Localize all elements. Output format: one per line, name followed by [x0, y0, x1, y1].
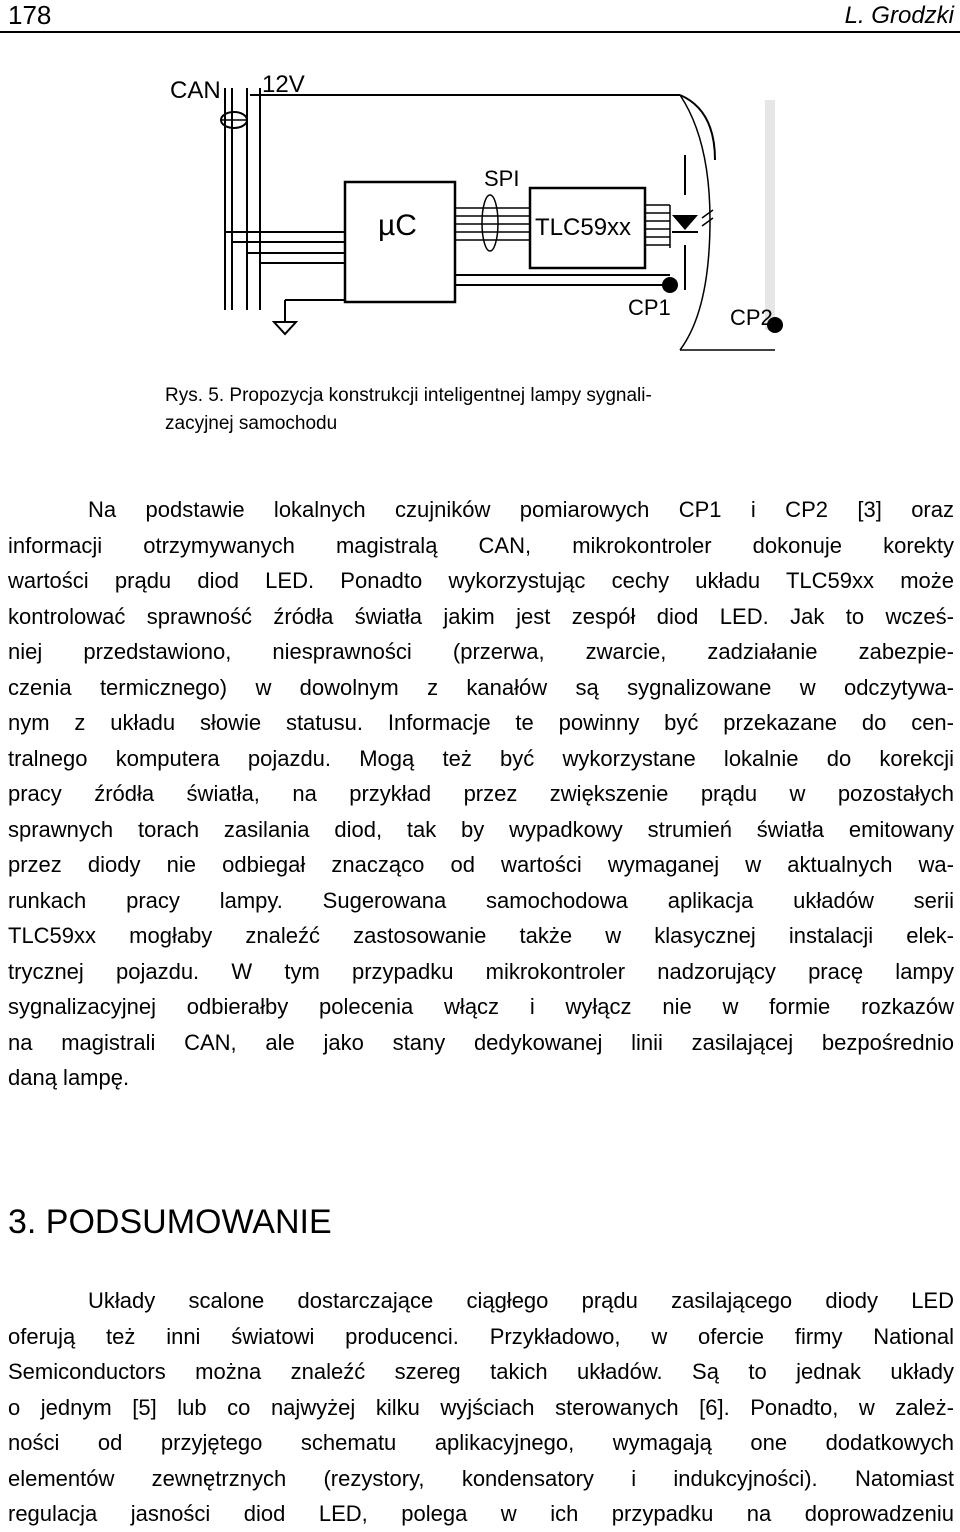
text-line: wartości prądu diod LED. Ponadto wykorzystując cechy układu TLC59xx może	[8, 568, 954, 593]
led-channel-lines	[645, 205, 670, 245]
text-line: sprawnych torach zasilania diod, tak by wypadkowy strumień światła emitowany	[8, 816, 954, 842]
text-line: na magistrali CAN, ale jako stany dedykowanej linii zasilającej bezpośrednio	[8, 1029, 954, 1055]
body-paragraph-2	[8, 1283, 954, 1532]
microcontroller-box	[345, 182, 455, 302]
text-line: czenia termicznego) w dowolnym z kanałów są sygnalizowane w odczytywa-	[8, 674, 954, 700]
can-label: CAN	[170, 77, 221, 104]
text-line: TLC59xx mogłaby znaleźć zastosowanie także w klasycznej instalacji elek-	[8, 923, 954, 948]
text-line: regulacja jasności diod LED, polega w ich przypadku na doprowadzeniu	[8, 1501, 954, 1526]
text-line: Semiconductors można znaleźć szereg takich układów. Są to jednak układy	[8, 1359, 954, 1384]
text-line: tralnego komputera pojazdu. Mogą też być wykorzystane lokalnie do korekcji	[8, 745, 954, 771]
microcontroller-label: µC	[378, 209, 417, 242]
cp2-label: CP2	[730, 305, 773, 330]
caption-label: Rys. 5.	[165, 385, 225, 406]
text-line: ności od przyjętego schematu aplikacyjnego, wymagają one dodatkowych	[8, 1430, 954, 1455]
text-line: pracy źródła światła, na przykład przez zwiększenie prądu w pozostałych	[8, 781, 954, 806]
spi-label: SPI	[484, 166, 520, 191]
spi-bus	[455, 208, 530, 240]
caption-line-2: zacyjnej samochodu	[165, 413, 338, 434]
text-line: o jednym [5] lub co najwyżej kilku wyjściach sterowanych [6]. Ponadto, w zależ-	[8, 1394, 954, 1420]
text-line: informacji otrzymywanych magistralą CAN, mikrokontroler dokonuje korekty	[8, 532, 954, 558]
text-line: kontrolować sprawność źródła światła jakim jest zespół diod LED. Jak to wcześ-	[8, 603, 954, 629]
text-line: Na podstawie lokalnych czujników pomiarowych CP1 i CP2 [3] oraz	[88, 497, 954, 522]
tlc59xx-label: TLC59xx	[535, 214, 632, 241]
spi-bundle-marker	[482, 195, 498, 251]
text-line: Układy scalone dostarczające ciągłego prądu zasilającego diody LED	[88, 1288, 954, 1313]
text-line: sygnalizacyjnej odbierałby polecenia włącz i wyłącz nie w formie rozkazów	[8, 994, 954, 1019]
section-heading: 3. PODSUMOWANIE	[8, 1203, 332, 1241]
ground-icon	[274, 322, 296, 334]
page-number: 178	[8, 0, 52, 30]
text-line: oferują też inni światowi producenci. Przykładowo, w ofercie firmy National	[8, 1323, 954, 1349]
light-emission-icon	[702, 210, 713, 226]
figure-caption	[165, 382, 805, 438]
header-rule	[0, 31, 960, 33]
voltage-label: 12V	[262, 71, 305, 98]
body-paragraph-1	[8, 492, 954, 1096]
text-line: niej przedstawiono, niesprawności (przerwa, zwarcie, zadziałanie zabezpie-	[8, 639, 954, 664]
cp1-sensor	[662, 277, 678, 293]
text-line: runkach pracy lampy. Sugerowana samochodowa aplikacja układów serii	[8, 887, 954, 913]
text-line: trycznej pojazdu. W tym przypadku mikrokontroler nadzorujący pracę lampy	[8, 958, 954, 984]
text-line: daną lampę.	[8, 1065, 130, 1090]
led-diode-icon	[672, 215, 698, 230]
text-line: elementów zewnętrznych (rezystory, kondensatory i indukcyjności). Natomiast	[8, 1465, 954, 1491]
running-author: L. Grodzki	[844, 2, 954, 29]
text-line: nym z układu słowie statusu. Informacje te powinny być przekazane do cen-	[8, 710, 954, 735]
lamp-schematic-figure	[150, 60, 800, 370]
cp1-label: CP1	[628, 295, 671, 320]
caption-line-1: Propozycja konstrukcji inteligentnej lampy sygnali-	[229, 385, 652, 406]
text-line: przez diody nie odbiegał znacząco od wartości wymaganej w aktualnych wa-	[8, 852, 954, 877]
